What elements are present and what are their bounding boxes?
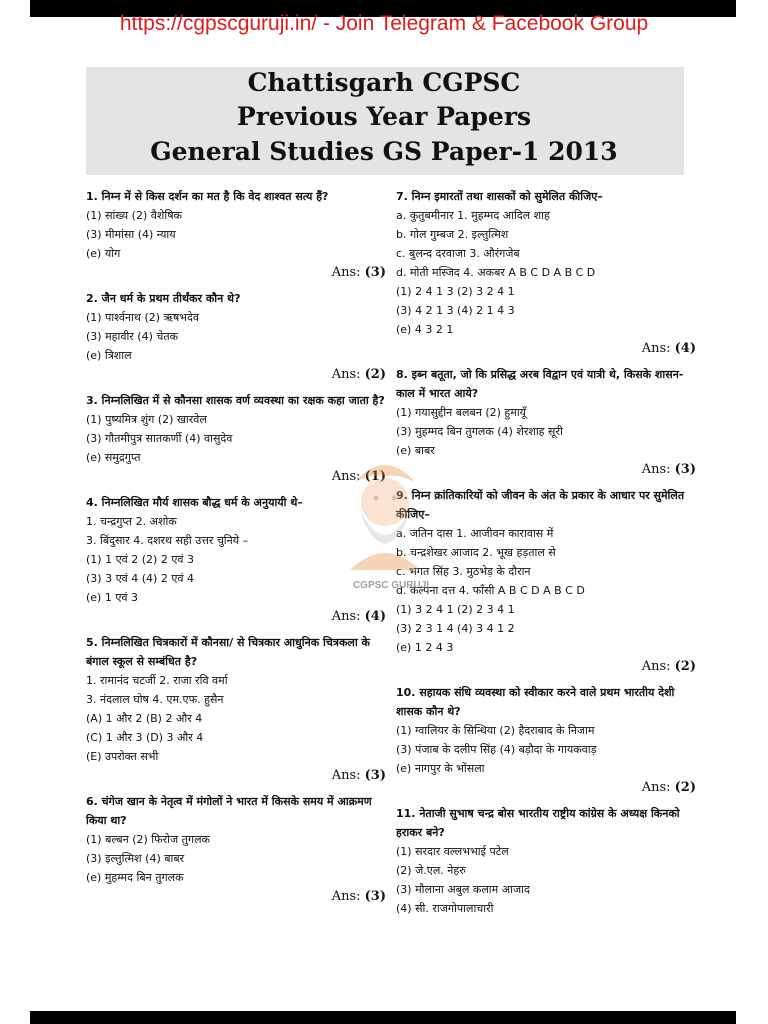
option: (e) नागपुर के भोंसला [396,762,485,775]
option: (3) 2 3 1 4 (4) 3 4 1 2 [396,622,515,635]
title-line-2: Previous Year Papers [236,102,532,131]
answer-value: (3) [364,768,386,783]
answer-line [86,766,386,786]
title-line-3: General Studies GS Paper-1 2013 [150,137,618,166]
answer-line [396,460,696,480]
option: (1) पार्श्वनाथ (2) ऋषभदेव [86,311,199,324]
option: (C) 1 और 3 (D) 3 और 4 [86,731,204,744]
question-10 [396,683,696,798]
question-text: 3. निम्नलिखित में से कौनसा शासक वर्ण व्यवस्था का रक्षक कहा जाता है? [86,394,385,407]
answer-line [86,887,386,907]
answer-label: Ans: [641,659,671,674]
question-text: 10. सहायक संधि व्यवस्था को स्वीकार करने वाले प्रथम भारतीय देशी शासक कौन थे? [396,686,675,718]
question-text: 7. निम्न इमारतों तथा शासकों को सुमेलित कीजिए– [396,190,603,203]
option: (e) त्रिशाल [86,349,132,362]
option: 3. बिंदुसार 4. दशरथ सही उत्तर चुनिये – [86,534,249,547]
option: (1) पुष्यमित्र शुंग (2) खारवेल [86,413,207,426]
option: (1) सरदार वल्लभभाई पटेल [396,845,509,858]
option: (3) 3 एवं 4 (4) 2 एवं 4 [86,572,195,585]
question-text: 11. नेताजी सुभाष चन्द्र बोस भारतीय राष्ट्रीय कांग्रेस के अध्यक्ष किनको हराकर बने? [396,807,680,839]
option: 1. चन्द्रगुप्त 2. अशोक [86,515,177,528]
option: (e) 1 2 4 3 [396,641,454,654]
bottom-black-bar [30,1011,736,1024]
answer-value: (4) [364,609,386,624]
answer-label: Ans: [331,768,361,783]
answer-label: Ans: [331,469,361,484]
option: (A) 1 और 2 (B) 2 और 4 [86,712,203,725]
answer-line [86,607,386,627]
answer-label: Ans: [641,462,671,477]
option: (3) मुहम्मद बिन तुगलक (4) शेरशाह सूरी [396,425,563,438]
answer-label: Ans: [641,341,671,356]
option: (e) समुद्रगुप्त [86,451,141,464]
question-1 [86,187,386,283]
option: (1) 2 4 1 3 (2) 3 2 4 1 [396,285,515,298]
guru-logo-watermark-icon [330,440,440,580]
option: (e) 4 3 2 1 [396,323,454,336]
option: (4) सी. राजगोपालाचारी [396,902,494,915]
option: (e) मुहम्मद बिन तुगलक [86,871,184,884]
question-text: 8. इब्न बतूता, जो कि प्रसिद्ध अरब विद्वान एवं यात्री थे, किसके शासन-काल में भारत आये? [396,368,684,400]
option: a. कुतुबमीनार 1. मुहम्मद आदिल शाह [396,209,550,222]
answer-value: (3) [364,889,386,904]
answer-label: Ans: [641,780,671,795]
question-text: 4. निम्नलिखित मौर्य शासक बौद्ध धर्म के अनुयायी थे– [86,496,303,509]
question-7 [396,187,696,359]
option: c. बुलन्द दरवाजा 3. औरंगजेब [396,247,520,260]
answer-label: Ans: [331,889,361,904]
option: (3) मौलाना अबुल कलाम आजाद [396,883,530,896]
question-8 [396,365,696,480]
answer-value: (2) [674,659,696,674]
answer-label: Ans: [331,609,361,624]
option: (3) मीमांसा (4) न्याय [86,228,176,241]
option: (3) इल्तुत्मिश (4) बाबर [86,852,185,865]
option: d. मोती मस्जिद 4. अकबर A B C D A B C D [396,266,596,279]
answer-line [396,339,696,359]
answer-value: (2) [674,780,696,795]
option: b. गोल गुम्बज 2. इल्तुत्मिश [396,228,509,241]
option: (e) योग [86,247,121,260]
question-text: 6. चंगेज खान के नेतृत्व में मंगोलों ने भारत में किसके समय में आक्रमण किया था? [86,795,372,827]
answer-label: Ans: [331,265,361,280]
watermark-label: CGPSC GURUJI [352,580,430,591]
answer-line [396,657,696,677]
option: (3) गौतमीपुत्र सातकर्णी (4) वासुदेव [86,432,233,445]
question-6 [86,792,386,907]
answer-line [86,365,386,385]
option: (1) 1 एवं 2 (2) 2 एवं 3 [86,553,195,566]
option: (3) महावीर (4) चेतक [86,330,179,343]
option: c. भगत सिंह 3. मुठभेड़ के दौरान [396,565,531,578]
option: (2) जे.एल. नेहरु [396,864,466,877]
answer-label: Ans: [331,367,361,382]
option: (1) गयासुद्दीन बलबन (2) हुमायूँ [396,406,527,419]
option: 3. नंदलाल घोष 4. एम.एफ. हुसैन [86,693,224,706]
option: (1) सांख्य (2) वैशेषिक [86,209,183,222]
option: (1) 3 2 4 1 (2) 2 3 4 1 [396,603,515,616]
answer-value: (1) [364,469,386,484]
title-line-1: Chattisgarh CGPSC [247,68,521,97]
answer-line [396,778,696,798]
question-text: 5. निम्नलिखित चित्रकारों में कौनसा/ से चित्रकार आधुनिक चित्रकला के बंगाल स्कूल से सम्बंधित है? [86,636,370,668]
option: (3) 4 2 1 3 (4) 2 1 4 3 [396,304,515,317]
option: 1. रामानंद चटर्जी 2. राजा रवि वर्मा [86,674,228,687]
option: d. कल्पना दत्त 4. फाँसी A B C D A B C D [396,584,585,597]
option: (1) बल्बन (2) फिरोज तुगलक [86,833,210,846]
question-2 [86,289,386,385]
question-5 [86,633,386,786]
answer-value: (4) [674,341,696,356]
question-text: 9. निम्न क्रांतिकारियों को जीवन के अंत के प्रकार के आधार पर सुमेलित कीजिए– [396,489,685,521]
answer-value: (2) [364,367,386,382]
right-question-column [396,187,696,918]
answer-line [86,263,386,283]
option: (e) बाबर [396,444,435,457]
option: a. जतिन दास 1. आजीवन कारावास में [396,527,554,540]
option: (E) उपरोक्त सभी [86,750,159,763]
question-text: 2. जैन धर्म के प्रथम तीर्थंकर कौन थे? [86,292,241,305]
question-text: 1. निम्न में से किस दर्शन का मत है कि वेद शाश्वत सत्य हैं? [86,190,329,203]
option: b. चन्द्रशेखर आजाद 2. भूख हड़ताल से [396,546,556,559]
option: (e) 1 एवं 3 [86,591,139,604]
answer-value: (3) [674,462,696,477]
question-11 [396,804,696,918]
answer-value: (3) [364,265,386,280]
option: (3) पंजाब के दलीप सिंह (4) बड़ौदा के गायकवाड़ [396,743,597,756]
option: (1) ग्वालियर के सिन्धिया (2) हैदराबाद के निजाम [396,724,595,737]
promo-link[interactable]: https://cgpscguruji.in/ - Join Telegram & Facebook Group [119,12,649,35]
